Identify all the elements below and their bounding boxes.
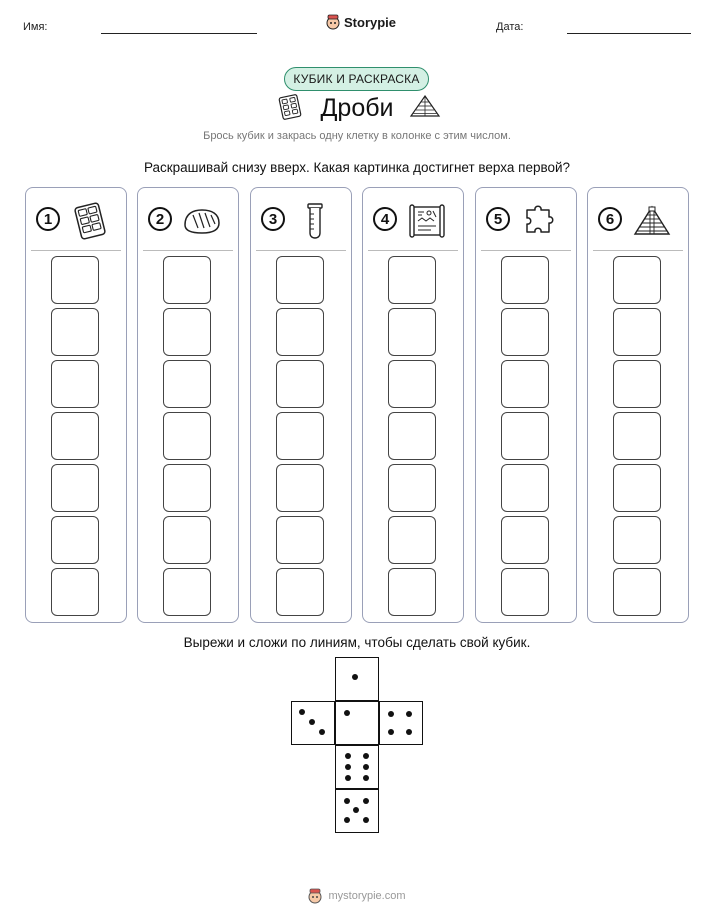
date-label: Дата: — [496, 21, 524, 33]
color-cell[interactable] — [163, 412, 211, 460]
color-cell[interactable] — [163, 516, 211, 564]
color-cell[interactable] — [276, 516, 324, 564]
chocolate-bar-icon — [70, 201, 110, 241]
color-cell[interactable] — [163, 568, 211, 616]
brand-logo — [326, 14, 396, 30]
puzzle-piece-icon — [520, 201, 560, 241]
column-number: 5 — [486, 207, 510, 231]
pip — [345, 775, 351, 781]
die-face-5[interactable] — [335, 789, 379, 833]
instruction-text: Раскрашивай снизу вверх. Какая картинка достигнет верха первой? — [143, 160, 571, 175]
color-cell[interactable] — [501, 412, 549, 460]
column-number: 2 — [148, 207, 172, 231]
color-cell[interactable] — [388, 308, 436, 356]
color-cell[interactable] — [613, 516, 661, 564]
color-cell[interactable] — [501, 464, 549, 512]
column-1 — [25, 187, 127, 623]
color-cell[interactable] — [51, 256, 99, 304]
color-cell[interactable] — [51, 308, 99, 356]
color-cell[interactable] — [276, 568, 324, 616]
pip — [309, 719, 315, 725]
die-face-3[interactable] — [291, 701, 335, 745]
pip — [345, 753, 351, 759]
name-line[interactable] — [101, 33, 257, 34]
pip — [344, 710, 350, 716]
column-4 — [362, 187, 464, 623]
color-cell[interactable] — [501, 568, 549, 616]
color-cell[interactable] — [613, 360, 661, 408]
color-cell[interactable] — [276, 308, 324, 356]
color-cell[interactable] — [276, 464, 324, 512]
pip — [406, 711, 412, 717]
color-cell[interactable] — [51, 568, 99, 616]
pyramid-icon — [632, 201, 672, 241]
color-cell[interactable] — [51, 464, 99, 512]
column-3 — [250, 187, 352, 623]
pyramid-icon — [408, 93, 442, 119]
pip — [344, 798, 350, 804]
color-cell[interactable] — [388, 464, 436, 512]
color-cell[interactable] — [51, 360, 99, 408]
column-5 — [475, 187, 577, 623]
color-cell[interactable] — [163, 308, 211, 356]
brand-name: Storypie — [344, 14, 397, 30]
pip — [363, 775, 369, 781]
color-cell[interactable] — [163, 464, 211, 512]
color-cell[interactable] — [388, 568, 436, 616]
die-face-1[interactable] — [335, 701, 379, 745]
cut-instruction: Вырежи и сложи по линиям, чтобы сделать свой кубик. — [183, 635, 531, 650]
column-number: 1 — [36, 207, 60, 231]
die-face-1[interactable] — [335, 657, 379, 701]
pip — [353, 807, 359, 813]
column-divider — [593, 250, 683, 251]
column-divider — [31, 250, 121, 251]
column-divider — [481, 250, 571, 251]
test-tube-icon — [295, 201, 335, 241]
color-cell[interactable] — [613, 568, 661, 616]
storypie-mascot-icon — [326, 14, 340, 30]
color-cell[interactable] — [276, 360, 324, 408]
pip — [363, 764, 369, 770]
color-cell[interactable] — [276, 412, 324, 460]
pip — [388, 729, 394, 735]
papyrus-scroll-icon — [407, 201, 447, 241]
color-cell[interactable] — [501, 256, 549, 304]
column-number: 6 — [598, 207, 622, 231]
color-cell[interactable] — [613, 412, 661, 460]
column-number: 4 — [373, 207, 397, 231]
color-cell[interactable] — [388, 360, 436, 408]
column-number: 3 — [261, 207, 285, 231]
page-title: Дроби — [320, 94, 394, 122]
footer-site-link[interactable]: mystorypie.com — [328, 890, 406, 902]
pip — [388, 711, 394, 717]
die-face-6[interactable] — [335, 745, 379, 789]
bread-loaf-icon — [182, 201, 222, 241]
color-cell[interactable] — [501, 308, 549, 356]
column-2 — [137, 187, 239, 623]
color-cell[interactable] — [501, 360, 549, 408]
pip — [344, 817, 350, 823]
category-badge: КУБИК И РАСКРАСКА — [284, 67, 429, 91]
color-cell[interactable] — [613, 308, 661, 356]
pip — [345, 764, 351, 770]
date-line[interactable] — [567, 33, 691, 34]
pip — [406, 729, 412, 735]
column-divider — [256, 250, 346, 251]
color-cell[interactable] — [388, 412, 436, 460]
color-cell[interactable] — [613, 464, 661, 512]
color-cell[interactable] — [388, 516, 436, 564]
color-cell[interactable] — [613, 256, 661, 304]
column-divider — [368, 250, 458, 251]
die-face-4[interactable] — [379, 701, 423, 745]
pip — [299, 709, 305, 715]
pip — [363, 798, 369, 804]
color-cell[interactable] — [276, 256, 324, 304]
pip — [319, 729, 325, 735]
color-cell[interactable] — [163, 256, 211, 304]
color-cell[interactable] — [51, 412, 99, 460]
pip — [363, 817, 369, 823]
color-cell[interactable] — [501, 516, 549, 564]
storypie-mascot-icon — [308, 888, 322, 904]
name-label: Имя: — [23, 21, 48, 33]
footer — [0, 888, 714, 904]
page-subtitle: Брось кубик и закрась одну клетку в колонке с этим числом. — [203, 130, 511, 142]
color-cell[interactable] — [388, 256, 436, 304]
column-divider — [143, 250, 233, 251]
pip — [352, 674, 358, 680]
column-6 — [587, 187, 689, 623]
color-cell[interactable] — [51, 516, 99, 564]
color-cell[interactable] — [163, 360, 211, 408]
pip — [363, 753, 369, 759]
